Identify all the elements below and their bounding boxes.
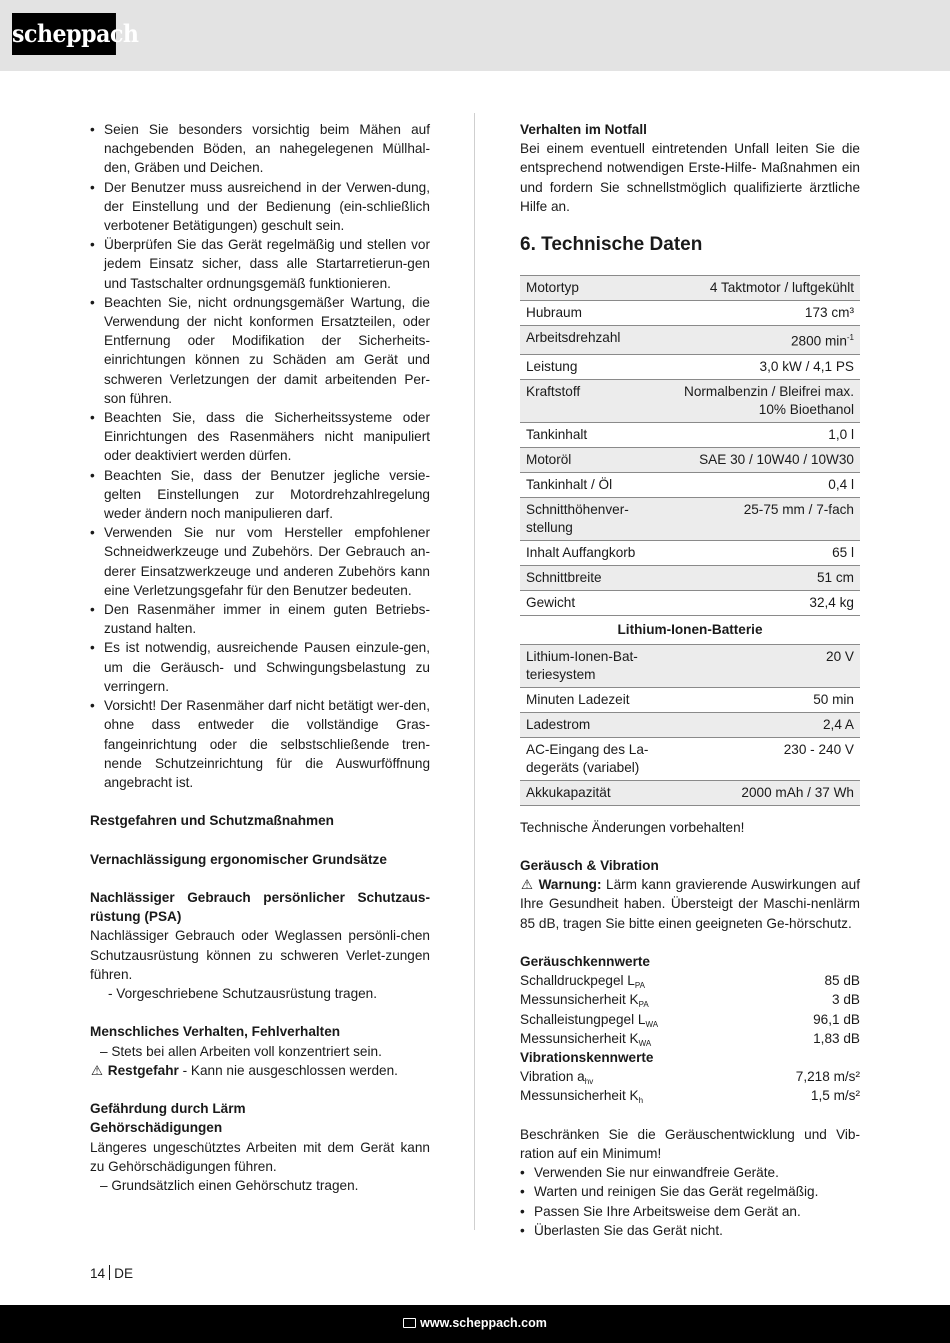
- table-cell-key: Minuten Ladezeit: [520, 687, 670, 712]
- scheppach-logo: scheppach: [12, 13, 116, 55]
- table-cell-value: [670, 301, 860, 326]
- table-cell-key: Schnittbreite: [520, 565, 670, 590]
- value-label: [520, 1086, 643, 1105]
- subscript: h: [638, 1096, 644, 1106]
- table-cell-key: Tankinhalt: [520, 422, 670, 447]
- left-column: [90, 120, 430, 1195]
- table-row: [520, 687, 860, 712]
- heading-verhalten: Menschliches Verhalten, Fehlverhalten: [90, 1024, 341, 1040]
- warning-text: Lärm kann gravierende Auswirkungen auf Ihre Gesundheit haben. Übersteigt der Maschi-nenlärm 85 dB, tragen Sie bitte einen geeigneten Ge-hörschutz.: [520, 877, 860, 931]
- list-item: • Verwenden Sie nur vom Hersteller empfohlener Schneidwerkzeuge und Zubehörs. Der Gebrauch an-derer Einsatzwerkzeuge und anderen Zubehörs kann eine Verletzungsgefahr für den Benutzer bedeuten.: [90, 523, 430, 600]
- battery-header-row: [520, 615, 860, 644]
- table-cell-key: Schnitthöhenver-stellung: [520, 497, 670, 540]
- table-cell-value: 20 V: [670, 644, 860, 687]
- warning-icon: ⚠: [90, 1062, 104, 1078]
- table-cell-value: [670, 590, 860, 615]
- table-cell-value: [670, 276, 860, 301]
- table-row: [520, 276, 860, 301]
- list-item: • Verwenden Sie nur einwandfreie Geräte.: [520, 1163, 860, 1182]
- noise-warning: [520, 875, 860, 933]
- website-link[interactable]: www.scheppach.com: [420, 1316, 547, 1330]
- value-label: [520, 1010, 658, 1029]
- table-cell-key: Kraftstoff: [520, 379, 670, 422]
- list-item: • Überlasten Sie das Gerät nicht.: [520, 1221, 860, 1240]
- table-value-text: 2800 min: [790, 333, 847, 349]
- table-cell-key: Hubraum: [520, 301, 670, 326]
- table-cell-value: [670, 497, 860, 540]
- psa-instruction: - Vorgeschriebene Schutzausrüstung tragen.: [108, 986, 378, 1002]
- table-cell-value: [670, 447, 860, 472]
- table-row: [520, 326, 860, 355]
- table-cell-key: Akkukapazität: [520, 780, 670, 805]
- table-cell-value: 2000 mAh / 37 Wh: [670, 780, 860, 805]
- battery-header: Lithium-Ionen-Batterie: [520, 615, 860, 644]
- tech-data-table: [520, 275, 860, 806]
- value-number: 96,1 dB: [813, 1011, 860, 1027]
- value-row: [520, 971, 860, 990]
- subscript: PA: [638, 1000, 649, 1010]
- table-cell-value: 50 min: [670, 687, 860, 712]
- table-cell-value: 230 - 240 V: [670, 737, 860, 780]
- table-value-text: 3,0 kW / 4,1 PS: [759, 358, 854, 374]
- value-number: 3 dB: [832, 992, 860, 1008]
- value-row: [520, 1086, 860, 1105]
- table-row: [520, 301, 860, 326]
- heading-gehoerschaeden: Gehörschädigungen: [90, 1120, 223, 1136]
- restgefahr-label: Restgefahr: [107, 1062, 179, 1078]
- table-row: [520, 472, 860, 497]
- heading-laerm: Gefährdung durch Lärm: [90, 1101, 246, 1117]
- list-item: • Beachten Sie, nicht ordnungsgemäßer Wartung, die Verwendung der nicht konformen Ersatzteilen, oder Entfernung oder Modifikation der Sicherheits-einrichtungen können zu Schäden am Gerät und schweren Verletzungen der damit arbeitenden Per-son führen.: [90, 293, 430, 408]
- table-row: [520, 737, 860, 780]
- changes-note: Technische Änderungen vorbehalten!: [520, 819, 745, 835]
- table-row: [520, 379, 860, 422]
- table-value-text: 173 cm³: [804, 305, 854, 321]
- list-item: • Passen Sie Ihre Arbeitsweise dem Gerät an.: [520, 1202, 860, 1221]
- table-row: [520, 354, 860, 379]
- monitor-icon: [403, 1318, 416, 1328]
- heading-psa: Nachlässiger Gebrauch persönlicher Schutzaus-rüstung (PSA): [90, 890, 430, 925]
- value-number: 7,218 m/s²: [795, 1069, 860, 1085]
- table-value-text: Normalbenzin / Bleifrei max. 10% Bioethanol: [684, 383, 854, 417]
- heading-geraeusch-vibration: Geräusch & Vibration: [520, 857, 659, 873]
- table-row: [520, 497, 860, 540]
- value-label: [520, 990, 649, 1009]
- table-cell-key: Tankinhalt / Öl: [520, 472, 670, 497]
- table-cell-key: Motortyp: [520, 276, 670, 301]
- table-value-text: 0,4 l: [828, 476, 854, 492]
- table-cell-key: AC-Eingang des La-degeräts (variabel): [520, 737, 670, 780]
- verhalten-instruction: – Stets bei allen Arbeiten voll konzentriert sein.: [100, 1043, 382, 1059]
- page-header: [0, 0, 950, 71]
- subscript: PA: [634, 981, 645, 991]
- table-cell-key: Gewicht: [520, 590, 670, 615]
- table-row: [520, 712, 860, 737]
- table-cell-key: Inhalt Auffangkorb: [520, 540, 670, 565]
- list-item: • Seien Sie besonders vorsichtig beim Mähen auf nachgebenden Böden, an nahegelegenen Müllhal-den, Gräben und Deichen.: [90, 120, 430, 178]
- value-label: [520, 971, 645, 990]
- value-label-text: Messunsicherheit K: [520, 992, 639, 1008]
- warning-label: Warnung:: [538, 877, 602, 893]
- noise-values: [520, 971, 860, 1048]
- heading-notfall: Verhalten im Notfall: [520, 122, 647, 137]
- table-cell-value: [670, 422, 860, 447]
- subscript: WA: [638, 1038, 652, 1048]
- value-number: 1,5 m/s²: [810, 1088, 860, 1104]
- heading-restgefahren: Restgefahren und Schutzmaßnahmen: [90, 813, 334, 829]
- value-row: [520, 1010, 860, 1029]
- page-number-separator: [109, 1265, 110, 1280]
- list-item: • Der Benutzer muss ausreichend in der Verwen-dung, der Einstellung und der Bedienung (ein-schließlich verbotener Betätigungen) geschult sein.: [90, 178, 430, 236]
- table-value-text: 65 l: [832, 544, 854, 560]
- value-label: [520, 1067, 593, 1086]
- table-row: [520, 644, 860, 687]
- language-code: DE: [114, 1266, 134, 1281]
- value-label-text: Messunsicherheit K: [520, 1088, 639, 1104]
- table-row: [520, 422, 860, 447]
- table-cell-value: 2,4 A: [670, 712, 860, 737]
- value-row: [520, 1067, 860, 1086]
- value-row: [520, 990, 860, 1009]
- table-value-text: 32,4 kg: [809, 594, 854, 610]
- vibration-values: [520, 1067, 860, 1105]
- paragraph-notfall: Bei einem eventuell eintretenden Unfall leiten Sie die entsprechend notwendigen Erste-Hilfe- Maßnahmen ein und fordern Sie schnellstmöglich qualifizierte ärztliche Hilfe an.: [520, 141, 860, 214]
- restgefahr-text: - Kann nie ausgeschlossen werden.: [178, 1062, 398, 1078]
- safety-bullet-list: [90, 120, 430, 792]
- noise-bullet-list: [520, 1163, 860, 1240]
- laerm-instruction: – Grundsätzlich einen Gehörschutz tragen.: [100, 1178, 359, 1194]
- table-cell-key: Ladestrom: [520, 712, 670, 737]
- table-value-text: 51 cm: [816, 569, 854, 585]
- column-divider: [474, 113, 475, 1230]
- list-item: • Überprüfen Sie das Gerät regelmäßig und stellen vor jedem Einsatz sicher, dass alle Startarretierun-gen und Tastschalter ordnungsgemäß funktionieren.: [90, 235, 430, 293]
- paragraph-psa: Nachlässiger Gebrauch oder Weglassen persönli-chen Schutzausrüstung können zu schweren Verlet-zungen führen.: [90, 928, 430, 982]
- table-cell-key: Motoröl: [520, 447, 670, 472]
- table-row: [520, 540, 860, 565]
- warning-icon: ⚠: [520, 877, 534, 893]
- table-value-text: 1,0 l: [828, 426, 854, 442]
- page-number-value: 14: [90, 1266, 106, 1281]
- superscript: -1: [846, 333, 854, 343]
- heading-geraeuschkennwerte: Geräuschkennwerte: [520, 953, 650, 969]
- table-cell-value: [670, 472, 860, 497]
- value-label-text: Schalleistungpegel L: [520, 1011, 646, 1027]
- heading-vibrationskennwerte: Vibrationskennwerte: [520, 1049, 654, 1065]
- list-item: • Den Rasenmäher immer in einem guten Betriebs-zustand halten.: [90, 600, 430, 638]
- subscript: hv: [584, 1077, 594, 1087]
- footer-website: [0, 1313, 950, 1333]
- value-label-text: Schalldruckpegel L: [520, 973, 635, 989]
- list-item: • Vorsicht! Der Rasenmäher darf nicht betätigt wer-den, ohne dass entweder die vollständige Gras-fangeinrichtung oder die selbstschließende tren-nende Schutzeinrichtung für die Auswurföffnung angebracht ist.: [90, 696, 430, 792]
- restgefahr-line: [90, 1061, 430, 1080]
- list-item: • Beachten Sie, dass der Benutzer jegliche versie-gelten Einstellungen zur Motordrehzahlregelung weder ändern noch manipulieren darf.: [90, 466, 430, 524]
- value-label-text: Vibration a: [520, 1069, 585, 1085]
- table-row: [520, 780, 860, 805]
- value-label-text: Messunsicherheit K: [520, 1030, 639, 1046]
- table-cell-value: [670, 326, 860, 355]
- list-item: • Warten und reinigen Sie das Gerät regelmäßig.: [520, 1182, 860, 1201]
- table-cell-key: Leistung: [520, 354, 670, 379]
- table-value-text: 25-75 mm / 7-fach: [743, 501, 854, 517]
- page-number: [90, 1264, 133, 1283]
- value-number: 85 dB: [824, 973, 860, 989]
- value-label: [520, 1029, 651, 1048]
- heading-ergonomie: Vernachlässigung ergonomischer Grundsätze: [90, 851, 387, 867]
- right-column: [520, 120, 860, 1240]
- table-cell-key: Arbeitsdrehzahl: [520, 326, 670, 355]
- value-row: [520, 1029, 860, 1048]
- value-number: 1,83 dB: [813, 1030, 860, 1046]
- table-cell-key: Lithium-Ionen-Bat-teriesystem: [520, 644, 670, 687]
- table-row: [520, 590, 860, 615]
- table-value-text: 4 Taktmotor / luftgekühlt: [709, 280, 854, 296]
- table-cell-value: [670, 354, 860, 379]
- table-row: [520, 447, 860, 472]
- subscript: WA: [645, 1019, 659, 1029]
- table-row: [520, 565, 860, 590]
- table-cell-value: [670, 379, 860, 422]
- list-item: • Beachten Sie, dass die Sicherheitssysteme oder Einrichtungen des Rasenmähers nicht manipuliert oder deaktiviert werden dürfen.: [90, 408, 430, 466]
- paragraph-laerm: Längeres ungeschütztes Arbeiten mit dem Gerät kann zu Gehörschädigungen führen.: [90, 1139, 430, 1174]
- section-title-technische-daten: 6. Technische Daten: [520, 234, 703, 256]
- table-cell-value: [670, 540, 860, 565]
- paragraph-beschraenken: Beschränken Sie die Geräuschentwicklung und Vib-ration auf ein Minimum!: [520, 1126, 860, 1161]
- list-item: • Es ist notwendig, ausreichende Pausen einzule-gen, um die Geräusch- und Schwingungsbelastung zu verringern.: [90, 638, 430, 696]
- table-cell-value: [670, 565, 860, 590]
- table-value-text: SAE 30 / 10W40 / 10W30: [699, 451, 854, 467]
